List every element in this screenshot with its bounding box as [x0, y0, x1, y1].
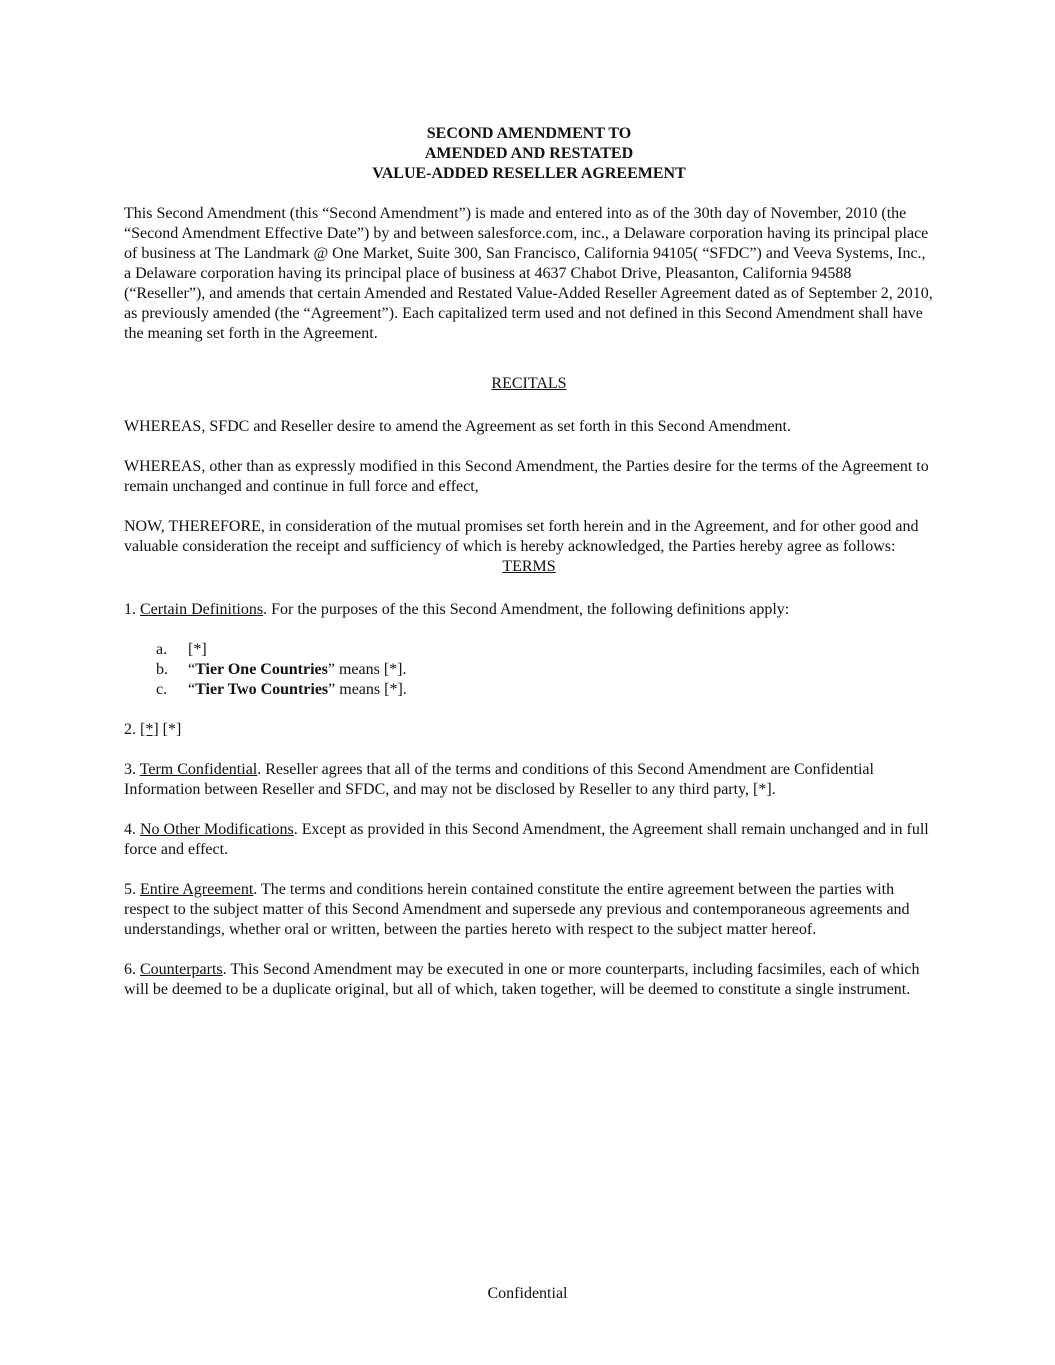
section-6-title: Counterparts — [140, 961, 223, 978]
section-6-text: . This Second Amendment may be executed in one or more counterparts, including facsimiles, each of which will be deemed to be a duplicate original, but all of which, taken together, will be deemed to constitute a single instrument. — [124, 961, 920, 998]
section-4-number: 4. — [124, 821, 140, 838]
definition-term: Tier Two Countries — [195, 681, 329, 698]
section-2 — [124, 720, 934, 740]
section-4-text: . Except as provided in this Second Amendment, the Agreement shall remain unchanged and in full force and effect. — [124, 821, 929, 858]
section-2-title: [*] — [140, 721, 159, 738]
section-2-number: 2. — [124, 721, 140, 738]
section-1-title: Certain Definitions — [140, 601, 264, 618]
section-5-title: Entire Agreement — [140, 881, 254, 898]
terms-heading: TERMS — [502, 558, 556, 575]
definition-body: [*] — [188, 641, 207, 658]
section-3-number: 3. — [124, 761, 140, 778]
definition-text — [188, 640, 207, 660]
definitions-list — [124, 640, 934, 700]
definition-letter: b. — [156, 661, 168, 678]
section-2-text: [*] — [158, 721, 182, 738]
definition-text — [188, 660, 407, 680]
section-5-number: 5. — [124, 881, 140, 898]
section-1-text: . For the purposes of the this Second Amendment, the following definitions apply: — [263, 601, 790, 618]
whereas-paragraph-2: WHEREAS, other than as expressly modified in this Second Amendment, the Parties desire for the terms of the Agreement to remain unchanged and continue in full force and effect, — [124, 458, 929, 495]
section-4-no-other-modifications — [124, 820, 934, 860]
definition-letter: c. — [156, 681, 168, 698]
section-5-text: . The terms and conditions herein contained constitute the entire agreement between the parties with respect to the subject matter of this Second Amendment and supersede any previous and contemporaneous agreements and understandings, whether oral or written, between the parties hereto with respect to the subject matter hereof. — [124, 881, 910, 938]
page-footer: Confidential — [487, 1285, 568, 1302]
definition-body: ” means [*]. — [328, 681, 407, 698]
definition-item-c — [124, 680, 934, 700]
section-3-title: Term Confidential — [139, 761, 258, 778]
title-line-2: AMENDED AND RESTATED — [424, 145, 634, 162]
section-3-term-confidential — [124, 760, 934, 800]
section-4-title: No Other Modifications — [140, 821, 294, 838]
title-line-1: SECOND AMENDMENT TO — [426, 125, 632, 142]
definition-item-b — [124, 660, 934, 680]
definition-open-quote: “ — [188, 661, 196, 678]
definition-body: ” means [*]. — [327, 661, 407, 678]
section-6-counterparts — [124, 960, 934, 1000]
document-title — [124, 124, 934, 184]
intro-paragraph: This Second Amendment (this “Second Amendment”) is made and entered into as of the 30th day of November, 2010 (the “Second Amendment Effective Date”) by and between salesforce.com, inc., a Delaware corporation having its principal place of business at The Landmark @ One Market, Suite 300, San Francisco, California 94105( “SFDC”) and Veeva Systems, Inc., a Delaware corporation having its principal place of business at 4637 Chabot Drive, Pleasanton, California 94588 (“Reseller”), and amends that certain Amended and Restated Value-Added Reseller Agreement dated as of September 2, 2010, as previously amended (the “Agreement”). Each capitalized term used and not defined in this Second Amendment shall have the meaning set forth in the Agreement. — [124, 205, 933, 342]
section-3-text: . Reseller agrees that all of the terms and conditions of this Second Amendment are Confidential Information between Reseller and SFDC, and may not be disclosed by Reseller to any third party, [*]. — [124, 761, 874, 798]
definition-text — [188, 680, 407, 700]
definition-open-quote: “ — [188, 681, 196, 698]
recitals-heading: RECITALS — [491, 375, 567, 392]
document-page — [124, 124, 934, 1020]
section-6-number: 6. — [124, 961, 140, 978]
title-line-3: VALUE-ADDED RESELLER AGREEMENT — [372, 165, 686, 182]
section-1-definitions — [124, 600, 934, 620]
section-1-number: 1. — [124, 601, 140, 618]
whereas-paragraph-1: WHEREAS, SFDC and Reseller desire to amend the Agreement as set forth in this Second Amendment. — [124, 418, 791, 435]
definition-letter: a. — [156, 641, 168, 658]
definition-term: Tier One Countries — [195, 661, 328, 678]
definition-item-a — [124, 640, 934, 660]
section-5-entire-agreement — [124, 880, 934, 940]
now-therefore-paragraph: NOW, THEREFORE, in consideration of the mutual promises set forth herein and in the Agreement, and for other good and valuable consideration the receipt and sufficiency of which is hereby acknowledged, the Parties hereby agree as follows: — [124, 518, 919, 555]
